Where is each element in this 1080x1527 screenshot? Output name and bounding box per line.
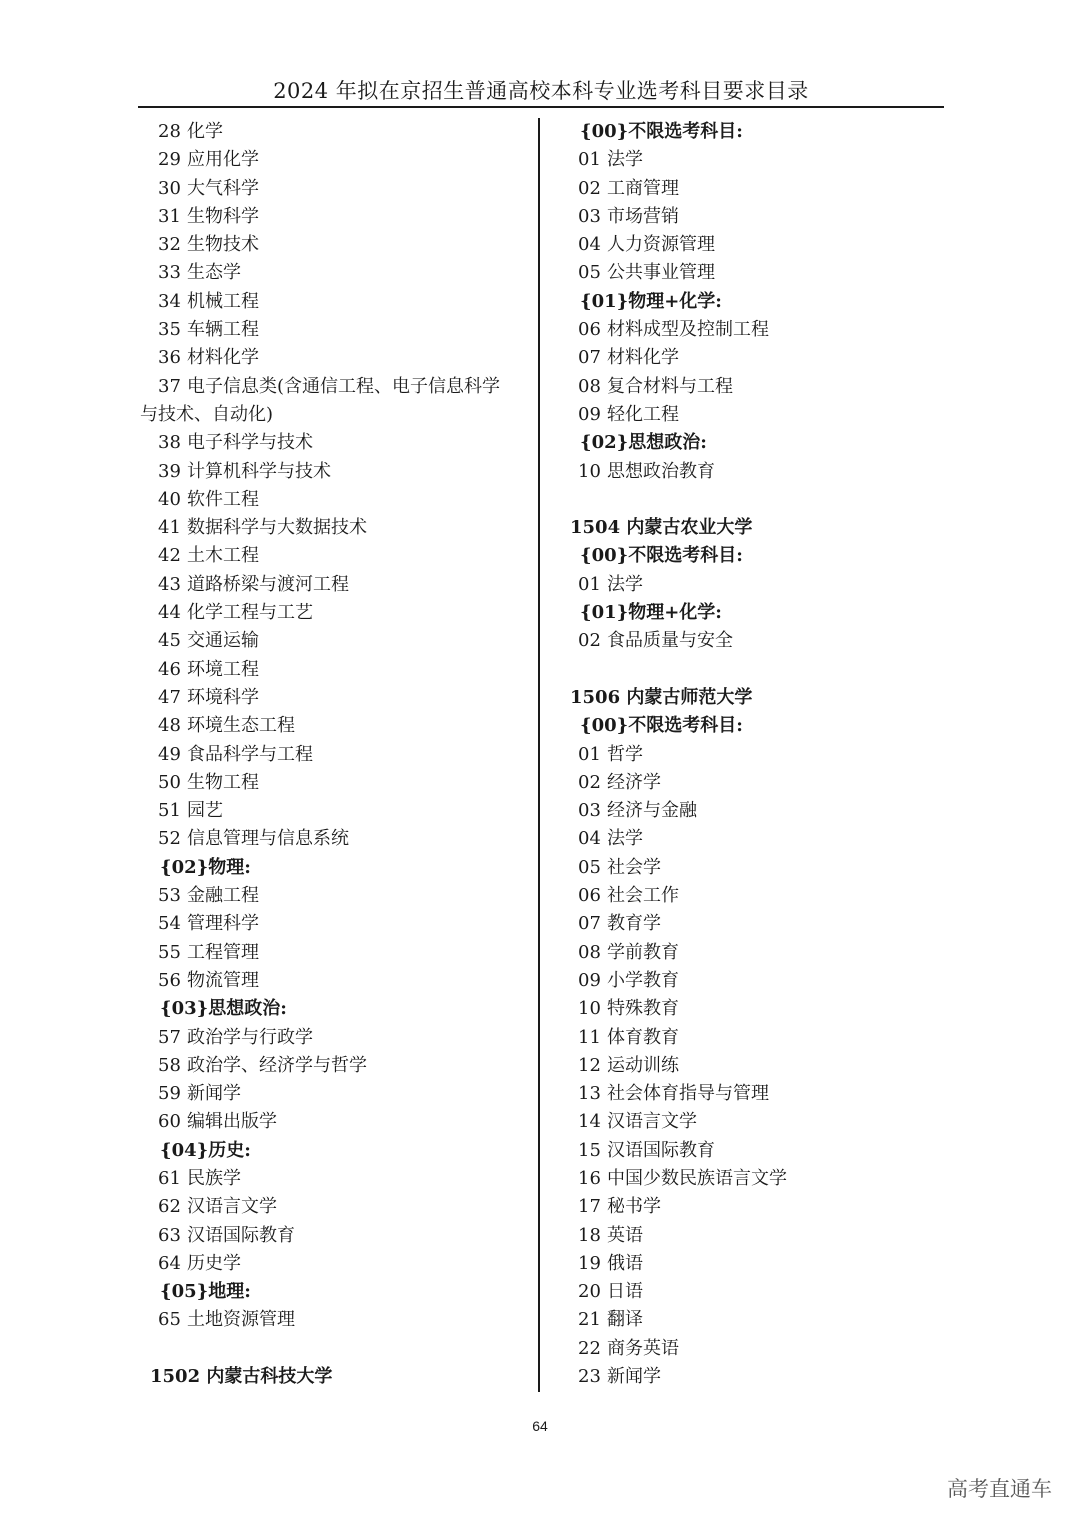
major-code: 01: [578, 149, 601, 171]
major-name: 运动训练: [607, 1054, 679, 1076]
major-name: 教育学: [607, 913, 661, 935]
major-code: 56: [158, 969, 181, 991]
major-code: 10: [578, 460, 601, 482]
major-item: [140, 939, 535, 967]
major-code: 58: [158, 1054, 181, 1076]
major-name: 信息管理与信息系统: [187, 828, 349, 850]
major-code: 43: [158, 573, 181, 595]
major-item: [560, 1278, 940, 1306]
major-item: [140, 769, 535, 797]
major-name: 土地资源管理: [187, 1309, 295, 1331]
major-code: 04: [578, 828, 601, 850]
major-code: 09: [578, 403, 601, 425]
university-heading: 1502 内蒙古科技大学: [150, 1366, 333, 1388]
major-code: 35: [158, 319, 181, 341]
major-code: 07: [578, 913, 601, 935]
major-item: [560, 995, 940, 1023]
major-item: [140, 1306, 535, 1334]
header-rule: [138, 106, 944, 108]
major-item: [140, 429, 535, 457]
university-heading: 1506 内蒙古师范大学: [570, 686, 753, 708]
major-item: [140, 882, 535, 910]
major-name: 道路桥梁与渡河工程: [187, 573, 349, 595]
major-item: [140, 599, 535, 627]
major-code: 42: [158, 545, 181, 567]
major-name: 体育教育: [607, 1026, 679, 1048]
major-item: [140, 1052, 535, 1080]
major-name: 特殊教育: [607, 998, 679, 1020]
major-item: [140, 825, 535, 853]
major-item: [560, 571, 940, 599]
major-code: 37: [158, 375, 181, 397]
major-name: 化学工程与工艺: [187, 602, 313, 624]
major-code: 39: [158, 460, 181, 482]
major-name: 俄语: [607, 1252, 643, 1274]
subject-requirement-heading: {05}地理:: [160, 1281, 251, 1303]
major-item: [140, 514, 535, 542]
major-item: [560, 1193, 940, 1221]
subject-requirement-heading: {00}不限选考科目:: [580, 121, 743, 142]
subject-requirement-heading: {02}物理:: [160, 856, 251, 878]
major-code: 06: [578, 885, 601, 907]
major-name: 材料化学: [607, 347, 679, 369]
major-name: 复合材料与工程: [607, 375, 733, 397]
major-item: [140, 118, 535, 146]
major-name: 经济与金融: [607, 800, 697, 822]
major-code: 50: [158, 771, 181, 793]
major-code: 01: [578, 743, 601, 765]
major-code: 44: [158, 602, 181, 624]
subject-requirement-heading: {04}历史:: [160, 1139, 251, 1161]
major-name: 土木工程: [187, 545, 259, 567]
major-code: 07: [578, 347, 601, 369]
major-item: [140, 571, 535, 599]
major-name: 经济学: [607, 771, 661, 793]
major-name: 工商管理: [607, 177, 679, 199]
major-name: 市场营销: [607, 205, 679, 227]
left-column: [140, 118, 535, 1391]
column-divider: [538, 118, 540, 1392]
blank-line: [560, 656, 940, 684]
major-item: [560, 1024, 940, 1052]
major-name: 车辆工程: [187, 319, 259, 341]
major-code: 36: [158, 347, 181, 369]
major-item: [140, 458, 535, 486]
major-code: 20: [578, 1281, 601, 1303]
major-item: [140, 910, 535, 938]
major-item: [560, 458, 940, 486]
major-code: 08: [578, 375, 601, 397]
major-name: 汉语言文学: [187, 1196, 277, 1218]
major-name: 中国少数民族语言文学: [607, 1167, 787, 1189]
major-name: 管理科学: [187, 913, 259, 935]
major-item: [140, 1165, 535, 1193]
major-code: 18: [578, 1224, 601, 1246]
major-code: 10: [578, 998, 601, 1020]
major-item: [560, 741, 940, 769]
major-code: 12: [578, 1054, 601, 1076]
major-code: 29: [158, 149, 181, 171]
major-name: 社会体育指导与管理: [607, 1083, 769, 1105]
major-name: 交通运输: [187, 630, 259, 652]
major-item: [560, 1108, 940, 1136]
major-code: 53: [158, 885, 181, 907]
major-name: 环境工程: [187, 658, 259, 680]
major-name: 材料成型及控制工程: [607, 319, 769, 341]
major-name: 商务英语: [607, 1337, 679, 1359]
major-item: [140, 1024, 535, 1052]
major-item: [560, 882, 940, 910]
major-code: 03: [578, 205, 601, 227]
major-name: 食品质量与安全: [607, 630, 733, 652]
major-name: 政治学与行政学: [187, 1026, 313, 1048]
major-name: 环境生态工程: [187, 715, 295, 737]
major-code: 22: [578, 1337, 601, 1359]
page-number: 64: [532, 1418, 548, 1434]
major-name: 法学: [607, 149, 643, 171]
major-code: 51: [158, 800, 181, 822]
major-item: [560, 1250, 940, 1278]
major-code: 01: [578, 573, 601, 595]
major-name: 计算机科学与技术: [187, 460, 331, 482]
major-item: [140, 684, 535, 712]
major-name: 历史学: [187, 1252, 241, 1274]
major-name: 化学: [187, 121, 223, 142]
major-item: [140, 288, 535, 316]
major-code: 17: [578, 1196, 601, 1218]
major-item: [560, 797, 940, 825]
major-item: [140, 1222, 535, 1250]
major-code: 23: [578, 1366, 601, 1388]
major-item: [560, 825, 940, 853]
subject-requirement-heading: {01}物理+化学:: [580, 602, 722, 624]
major-item: [140, 1080, 535, 1108]
major-name: 数据科学与大数据技术: [187, 517, 367, 539]
major-name: 工程管理: [187, 941, 259, 963]
major-name: 社会工作: [607, 885, 679, 907]
major-item: [560, 1222, 940, 1250]
major-name: 生物科学: [187, 205, 259, 227]
major-code: 31: [158, 205, 181, 227]
major-code: 61: [158, 1167, 181, 1189]
major-item: [560, 1052, 940, 1080]
major-item: [560, 344, 940, 372]
major-name: 机械工程: [187, 290, 259, 312]
major-item: [140, 203, 535, 231]
major-name: 公共事业管理: [607, 262, 715, 284]
right-column: [560, 118, 940, 1391]
university-heading: 1504 内蒙古农业大学: [570, 517, 753, 539]
major-item: [560, 401, 940, 429]
major-code: 30: [158, 177, 181, 199]
major-item: [560, 259, 940, 287]
major-name: 思想政治教育: [607, 460, 715, 482]
blank-line: [560, 486, 940, 514]
major-name: 园艺: [187, 800, 223, 822]
major-code: 16: [578, 1167, 601, 1189]
major-name: 汉语国际教育: [607, 1139, 715, 1161]
major-name: 民族学: [187, 1167, 241, 1189]
major-item: [560, 373, 940, 401]
major-code: 49: [158, 743, 181, 765]
major-code: 34: [158, 290, 181, 312]
subject-requirement-heading: {03}思想政治:: [160, 998, 287, 1020]
major-item: [560, 203, 940, 231]
major-name: 应用化学: [187, 149, 259, 171]
major-item: [560, 146, 940, 174]
major-item: [560, 854, 940, 882]
page-title: 2024 年拟在京招生普通高校本科专业选考科目要求目录: [273, 79, 809, 103]
major-item: [560, 175, 940, 203]
major-code: 65: [158, 1309, 181, 1331]
major-item: [560, 231, 940, 259]
major-code: 55: [158, 941, 181, 963]
major-name: 秘书学: [607, 1196, 661, 1218]
major-name: 轻化工程: [607, 403, 679, 425]
major-code: 28: [158, 121, 181, 142]
major-name: 材料化学: [187, 347, 259, 369]
major-item: [560, 910, 940, 938]
major-code: 40: [158, 488, 181, 510]
major-code: 15: [578, 1139, 601, 1161]
major-code: 03: [578, 800, 601, 822]
major-code: 64: [158, 1252, 181, 1274]
major-name: 生物技术: [187, 234, 259, 256]
major-name: 电子科学与技术: [187, 432, 313, 454]
major-item: [140, 146, 535, 174]
major-name: 法学: [607, 573, 643, 595]
major-code: 06: [578, 319, 601, 341]
major-code: 62: [158, 1196, 181, 1218]
major-item: [560, 1335, 940, 1363]
major-item: [560, 1137, 940, 1165]
subject-requirement-heading: {00}不限选考科目:: [580, 545, 743, 567]
subject-requirement-heading: {01}物理+化学:: [580, 290, 722, 312]
major-code: 63: [158, 1224, 181, 1246]
major-name: 环境科学: [187, 686, 259, 708]
major-name: 食品科学与工程: [187, 743, 313, 765]
major-name: 政治学、经济学与哲学: [187, 1054, 367, 1076]
major-item: [560, 1080, 940, 1108]
major-name-continuation: 与技术、自动化): [140, 403, 274, 425]
major-code: 05: [578, 856, 601, 878]
major-name: 小学教育: [607, 969, 679, 991]
major-code: 11: [578, 1026, 601, 1048]
major-code: 08: [578, 941, 601, 963]
major-item: [140, 967, 535, 995]
major-item: [140, 797, 535, 825]
major-item: [140, 627, 535, 655]
major-name: 人力资源管理: [607, 234, 715, 256]
major-name: 社会学: [607, 856, 661, 878]
major-name: 软件工程: [187, 488, 259, 510]
subject-requirement-heading: {00}不限选考科目:: [580, 715, 743, 737]
major-name: 编辑出版学: [187, 1111, 277, 1133]
major-item: [560, 627, 940, 655]
major-item: [560, 1306, 940, 1334]
major-code: 19: [578, 1252, 601, 1274]
blank-line: [140, 1335, 535, 1363]
major-name: 学前教育: [607, 941, 679, 963]
major-code: 59: [158, 1083, 181, 1105]
major-code: 33: [158, 262, 181, 284]
major-code: 46: [158, 658, 181, 680]
major-name: 英语: [607, 1224, 643, 1246]
major-code: 54: [158, 913, 181, 935]
major-item: [140, 1250, 535, 1278]
major-code: 09: [578, 969, 601, 991]
major-code: 05: [578, 262, 601, 284]
major-item: [140, 741, 535, 769]
major-code: 52: [158, 828, 181, 850]
major-item: [140, 344, 535, 372]
major-name: 汉语言文学: [607, 1111, 697, 1133]
major-item: [140, 175, 535, 203]
major-code: 13: [578, 1083, 601, 1105]
major-name: 电子信息类(含通信工程、电子信息科学: [187, 375, 501, 397]
major-name: 生态学: [187, 262, 241, 284]
major-item: [560, 1165, 940, 1193]
major-code: 14: [578, 1111, 601, 1133]
major-item: [560, 967, 940, 995]
major-name: 物流管理: [187, 969, 259, 991]
major-code: 47: [158, 686, 181, 708]
major-item: [140, 542, 535, 570]
major-name: 汉语国际教育: [187, 1224, 295, 1246]
major-name: 金融工程: [187, 885, 259, 907]
major-item: [560, 939, 940, 967]
major-code: 45: [158, 630, 181, 652]
major-name: 新闻学: [607, 1366, 661, 1388]
major-code: 02: [578, 630, 601, 652]
major-code: 21: [578, 1309, 601, 1331]
major-item: [140, 316, 535, 344]
major-code: 48: [158, 715, 181, 737]
major-item: [140, 712, 535, 740]
major-name: 翻译: [607, 1309, 643, 1331]
major-item: [140, 486, 535, 514]
major-item: [560, 316, 940, 344]
major-code: 38: [158, 432, 181, 454]
major-code: 60: [158, 1111, 181, 1133]
major-name: 法学: [607, 828, 643, 850]
watermark: 高考直通车: [947, 1477, 1052, 1501]
major-item: [560, 1363, 940, 1391]
major-name: 新闻学: [187, 1083, 241, 1105]
major-item: [140, 1108, 535, 1136]
major-name: 生物工程: [187, 771, 259, 793]
major-name: 哲学: [607, 743, 643, 765]
major-code: 41: [158, 517, 181, 539]
major-code: 57: [158, 1026, 181, 1048]
major-name: 大气科学: [187, 177, 259, 199]
major-item: [140, 1193, 535, 1221]
major-name: 日语: [607, 1281, 643, 1303]
major-code: 02: [578, 177, 601, 199]
major-item: [560, 769, 940, 797]
major-item: [140, 259, 535, 287]
major-code: 04: [578, 234, 601, 256]
major-item: [140, 656, 535, 684]
major-item: [140, 373, 535, 401]
subject-requirement-heading: {02}思想政治:: [580, 432, 707, 454]
major-code: 32: [158, 234, 181, 256]
major-item: [140, 231, 535, 259]
major-code: 02: [578, 771, 601, 793]
